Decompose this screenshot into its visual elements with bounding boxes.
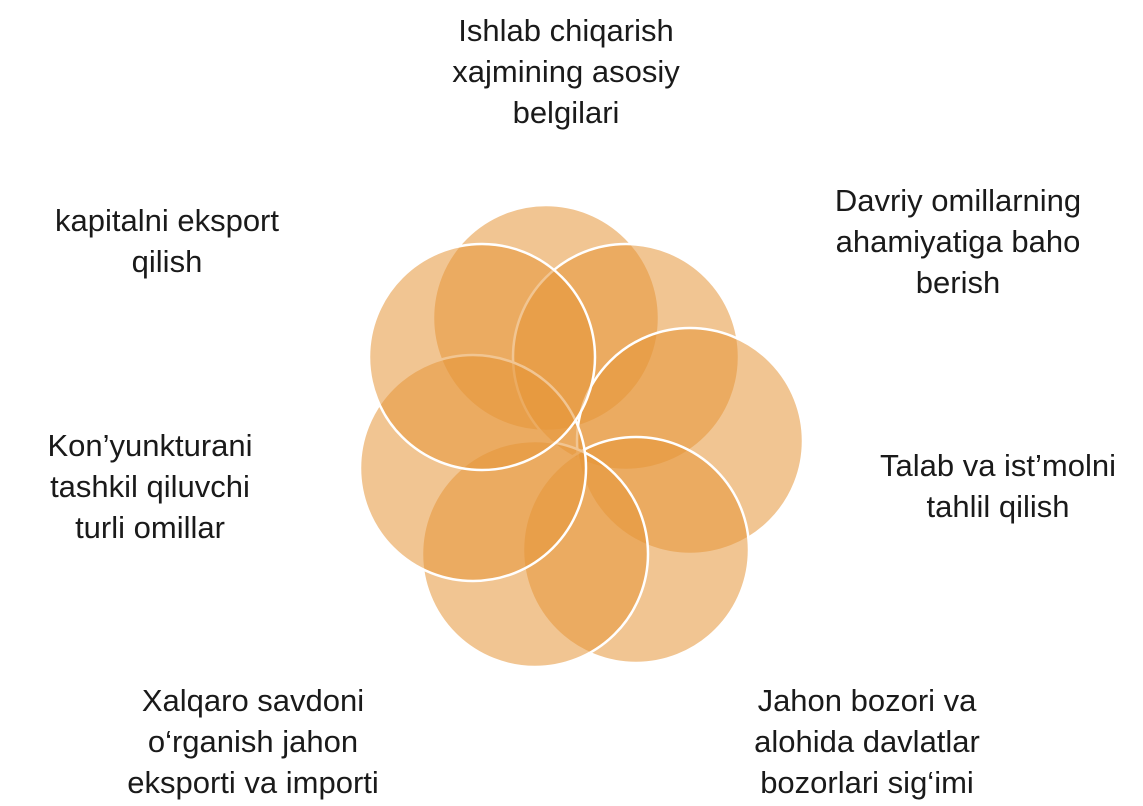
label-lower-left-line-1: Xalqaro savdoni	[141, 683, 365, 718]
label-upper-left-line-2: qilish	[131, 244, 203, 279]
label-left-line-1: Kon’yunkturani	[47, 428, 253, 463]
label-lower-right-line-3: bozorlari sig‘imi	[760, 765, 974, 800]
label-lower-right-line-2: alohida davlatlar	[754, 724, 980, 759]
label-left-line-2: tashkil qiluvchi	[50, 469, 250, 504]
label-upper-left	[22, 200, 312, 282]
label-top	[408, 10, 724, 133]
label-top-line-1: Ishlab chiqarish	[458, 13, 674, 48]
label-left	[10, 425, 290, 548]
label-right-line-2: tahlil qilish	[926, 489, 1070, 524]
label-upper-right-line-2: ahamiyatiga baho	[835, 224, 1081, 259]
label-lower-right	[717, 680, 1017, 803]
label-top-line-2: xajmining asosiy	[452, 54, 680, 89]
label-upper-right-line-3: berish	[915, 265, 1001, 300]
petal-circle-upper-left	[369, 244, 595, 470]
label-lower-left	[98, 680, 408, 803]
label-lower-left-line-2: o‘rganish jahon	[147, 724, 359, 759]
label-upper-right-line-1: Davriy omillarning	[834, 183, 1082, 218]
label-right-line-1: Talab va ist’molni	[879, 448, 1117, 483]
label-left-line-3: turli omillar	[75, 510, 225, 545]
label-upper-right	[808, 180, 1108, 303]
label-lower-left-line-3: eksporti va importi	[127, 765, 379, 800]
label-top-line-3: belgilari	[512, 95, 620, 130]
label-upper-left-line-1: kapitalni eksport	[54, 203, 279, 238]
label-right	[853, 445, 1143, 527]
label-lower-right-line-1: Jahon bozori va	[757, 683, 977, 718]
